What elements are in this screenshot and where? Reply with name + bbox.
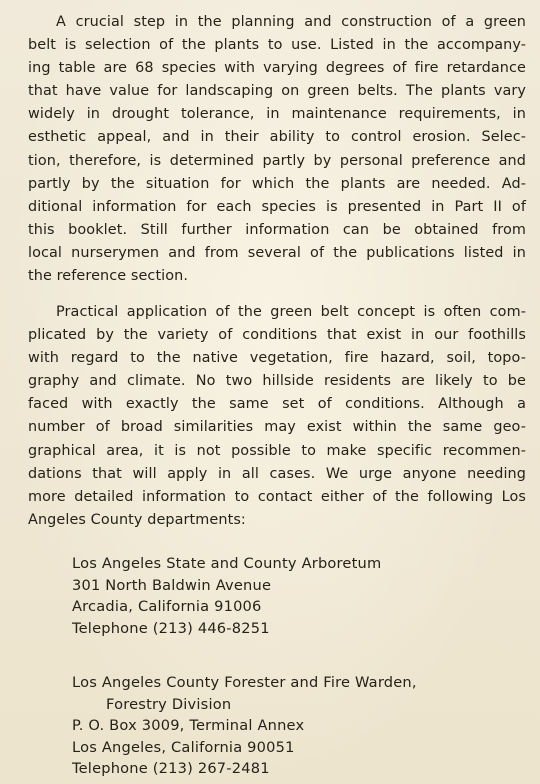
- address-line: Los Angeles, California 90051: [72, 738, 295, 756]
- paragraph-line: partly by the situation for which the plants are needed. Ad-: [28, 175, 526, 192]
- address-line: Los Angeles County Forester and Fire Warden,: [72, 674, 417, 691]
- paragraph-line: dations that will apply in all cases. We urge anyone needing: [28, 465, 526, 482]
- paragraph-line: graphical area, it is not possible to make specific recommen-: [28, 442, 526, 459]
- address-line: Los Angeles State and County Arboretum: [72, 555, 382, 572]
- paragraph-line: that have value for landscaping on green belts. The plants vary: [28, 83, 526, 100]
- paragraph-line: Practical application of the green belt concept is often com-: [56, 304, 526, 320]
- paragraph-practical-application: [28, 301, 526, 532]
- paragraph-line: ing table are 68 species with varying degrees of fire retardance: [28, 60, 526, 77]
- address-line: P. O. Box 3009, Terminal Annex: [72, 717, 305, 735]
- address-arboretum: [72, 553, 381, 639]
- paragraph-line: esthetic appeal, and in their ability to control erosion. Selec-: [28, 129, 526, 146]
- paragraph-line: more detailed information to contact either of the following Los: [28, 488, 526, 505]
- paragraph-line: tion, therefore, is determined partly by personal preference and: [28, 152, 526, 169]
- paragraph-plant-selection: [28, 11, 526, 288]
- address-telephone: Telephone (213) 446-8251: [72, 619, 270, 637]
- paragraph-line: plicated by the variety of conditions that exist in our foothills: [28, 327, 526, 344]
- paragraph-line: local nurserymen and from several of the publications listed in: [28, 244, 526, 261]
- address-line: 301 North Baldwin Avenue: [72, 576, 272, 594]
- paragraph-line: faced with exactly the same set of conditions. Although a: [28, 396, 526, 413]
- paragraph-line: with regard to the native vegetation, fire hazard, soil, topo-: [28, 350, 526, 367]
- paragraph-line: belt is selection of the plants to use. Listed in the accompany-: [28, 37, 526, 54]
- paragraph-line: graphy and climate. No two hillside residents are likely to be: [28, 373, 526, 390]
- paragraph-line: this booklet. Still further information can be obtained from: [28, 221, 526, 238]
- address-line: Arcadia, California 91006: [72, 598, 262, 616]
- paragraph-line: ditional information for each species is presented in Part II of: [28, 198, 526, 215]
- address-line: Forestry Division: [106, 695, 232, 713]
- address-telephone: Telephone (213) 267-2481: [72, 760, 270, 778]
- paragraph-line: Angeles County departments:: [28, 511, 246, 528]
- paragraph-line: widely in drought tolerance, in maintenance requirements, in: [28, 106, 526, 123]
- address-forester: [72, 672, 417, 780]
- paragraph-line: the reference section.: [28, 268, 189, 285]
- paragraph-line: number of broad similarities may exist within the same geo-: [28, 419, 526, 436]
- paragraph-line: A crucial step in the planning and construction of a green: [56, 14, 526, 30]
